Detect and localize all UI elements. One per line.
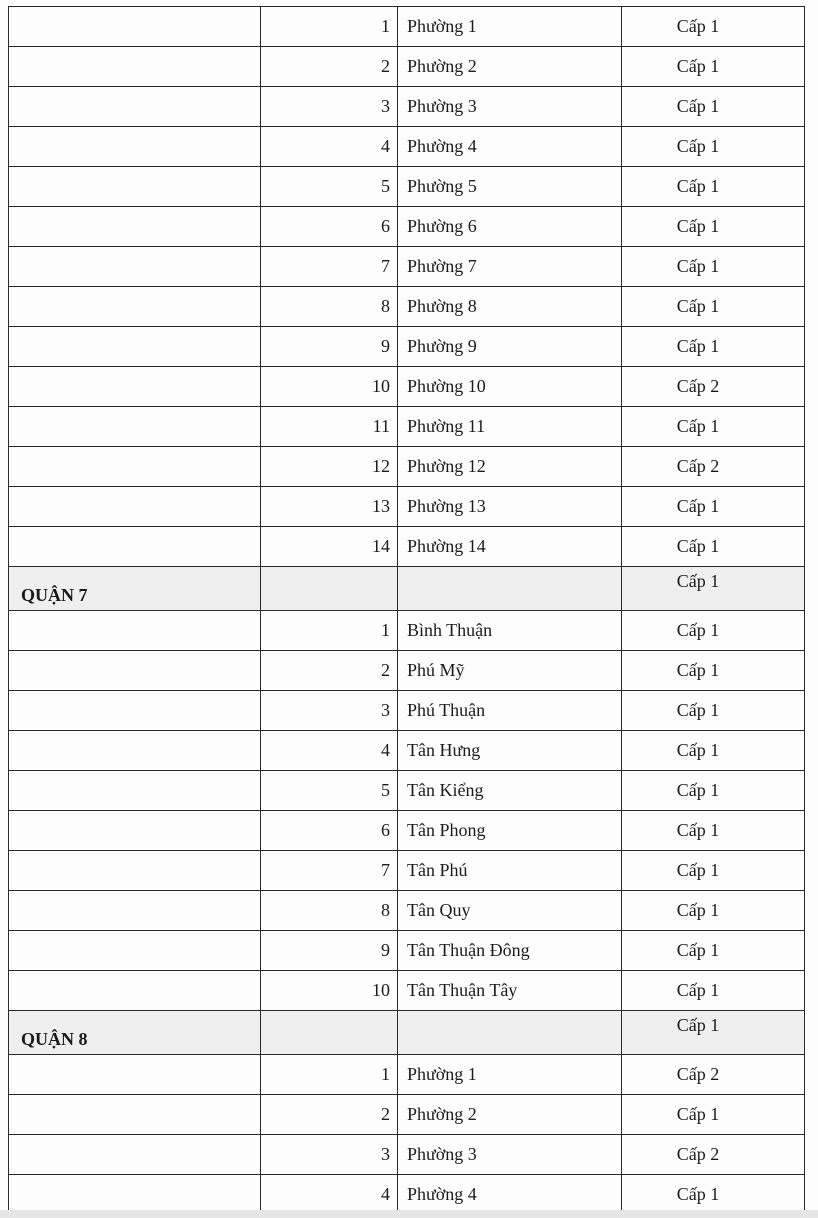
empty-cell (9, 1175, 261, 1215)
empty-cell (9, 971, 261, 1011)
ward-name: Phường 2 (398, 47, 622, 87)
ward-name: Tân Phú (398, 851, 622, 891)
ward-number: 4 (261, 1175, 398, 1215)
ward-level: Cấp 1 (622, 1095, 805, 1135)
ward-number: 9 (261, 327, 398, 367)
ward-number: 4 (261, 731, 398, 771)
ward-name: Phường 4 (398, 1175, 622, 1215)
empty-cell (9, 811, 261, 851)
district-name: QUẬN 7 (9, 567, 261, 611)
table-row (9, 1055, 805, 1095)
ward-number: 3 (261, 691, 398, 731)
ward-name: Phường 3 (398, 1135, 622, 1175)
ward-level: Cấp 1 (622, 851, 805, 891)
ward-level: Cấp 2 (622, 447, 805, 487)
empty-cell (9, 1055, 261, 1095)
ward-level: Cấp 2 (622, 367, 805, 407)
ward-name: Phường 5 (398, 167, 622, 207)
district-header-row (9, 567, 805, 611)
empty-cell (9, 207, 261, 247)
ward-name: Phú Mỹ (398, 651, 622, 691)
ward-name: Phường 11 (398, 407, 622, 447)
ward-number: 11 (261, 407, 398, 447)
ward-level: Cấp 1 (622, 811, 805, 851)
ward-name: Phường 1 (398, 1055, 622, 1095)
ward-level: Cấp 1 (622, 287, 805, 327)
ward-name: Phường 12 (398, 447, 622, 487)
empty-cell (9, 487, 261, 527)
table-row (9, 407, 805, 447)
table-row (9, 127, 805, 167)
district-level: Cấp 1 (622, 567, 805, 611)
table-row (9, 367, 805, 407)
empty-cell (9, 47, 261, 87)
ward-number: 1 (261, 1055, 398, 1095)
ward-level: Cấp 1 (622, 651, 805, 691)
table-row (9, 651, 805, 691)
ward-classification-table (8, 6, 805, 1215)
empty-cell (9, 7, 261, 47)
ward-level: Cấp 1 (622, 611, 805, 651)
empty-cell (9, 891, 261, 931)
table-row (9, 1135, 805, 1175)
empty-cell (261, 1011, 398, 1055)
table-row (9, 247, 805, 287)
ward-level: Cấp 1 (622, 1175, 805, 1215)
ward-level: Cấp 1 (622, 931, 805, 971)
ward-level: Cấp 1 (622, 327, 805, 367)
table-row (9, 731, 805, 771)
table-row (9, 771, 805, 811)
table-row (9, 1095, 805, 1135)
ward-level: Cấp 1 (622, 47, 805, 87)
ward-name: Tân Kiểng (398, 771, 622, 811)
ward-level: Cấp 1 (622, 7, 805, 47)
empty-cell (9, 87, 261, 127)
ward-name: Phường 6 (398, 207, 622, 247)
table-row (9, 487, 805, 527)
ward-name: Phường 4 (398, 127, 622, 167)
ward-level: Cấp 1 (622, 891, 805, 931)
ward-number: 2 (261, 47, 398, 87)
empty-cell (261, 567, 398, 611)
ward-number: 8 (261, 891, 398, 931)
ward-level: Cấp 1 (622, 771, 805, 811)
ward-number: 1 (261, 7, 398, 47)
ward-name: Phường 14 (398, 527, 622, 567)
ward-number: 2 (261, 651, 398, 691)
ward-number: 8 (261, 287, 398, 327)
empty-cell (9, 527, 261, 567)
ward-level: Cấp 1 (622, 247, 805, 287)
ward-level: Cấp 1 (622, 207, 805, 247)
ward-number: 13 (261, 487, 398, 527)
ward-number: 14 (261, 527, 398, 567)
ward-number: 2 (261, 1095, 398, 1135)
table-row (9, 811, 805, 851)
ward-level: Cấp 1 (622, 167, 805, 207)
ward-number: 7 (261, 247, 398, 287)
ward-name: Tân Phong (398, 811, 622, 851)
ward-name: Tân Hưng (398, 731, 622, 771)
empty-cell (9, 127, 261, 167)
table-row (9, 87, 805, 127)
table-row (9, 851, 805, 891)
empty-cell (9, 407, 261, 447)
district-header-row (9, 1011, 805, 1055)
empty-cell (9, 731, 261, 771)
ward-name: Phường 3 (398, 87, 622, 127)
empty-cell (9, 1135, 261, 1175)
empty-cell (9, 367, 261, 407)
ward-name: Phường 8 (398, 287, 622, 327)
ward-name: Phường 2 (398, 1095, 622, 1135)
district-level: Cấp 1 (622, 1011, 805, 1055)
empty-cell (398, 1011, 622, 1055)
ward-number: 3 (261, 1135, 398, 1175)
ward-name: Phường 13 (398, 487, 622, 527)
page-bottom-edge (0, 1210, 818, 1218)
ward-number: 3 (261, 87, 398, 127)
ward-name: Tân Thuận Đông (398, 931, 622, 971)
empty-cell (9, 931, 261, 971)
table-row (9, 931, 805, 971)
ward-level: Cấp 2 (622, 1135, 805, 1175)
empty-cell (9, 447, 261, 487)
ward-name: Phường 1 (398, 7, 622, 47)
empty-cell (9, 611, 261, 651)
ward-level: Cấp 1 (622, 971, 805, 1011)
ward-level: Cấp 1 (622, 527, 805, 567)
table-row (9, 971, 805, 1011)
district-name: QUẬN 8 (9, 1011, 261, 1055)
empty-cell (9, 327, 261, 367)
ward-number: 4 (261, 127, 398, 167)
ward-name: Phường 9 (398, 327, 622, 367)
ward-level: Cấp 1 (622, 87, 805, 127)
table-row (9, 1175, 805, 1215)
table-row (9, 287, 805, 327)
ward-number: 7 (261, 851, 398, 891)
table-row (9, 167, 805, 207)
empty-cell (9, 1095, 261, 1135)
ward-number: 6 (261, 811, 398, 851)
table-row (9, 527, 805, 567)
ward-level: Cấp 2 (622, 1055, 805, 1095)
empty-cell (9, 167, 261, 207)
empty-cell (9, 771, 261, 811)
table-body (9, 7, 805, 1215)
table-row (9, 207, 805, 247)
ward-level: Cấp 1 (622, 127, 805, 167)
ward-name: Tân Thuận Tây (398, 971, 622, 1011)
empty-cell (398, 567, 622, 611)
table-row (9, 447, 805, 487)
ward-name: Tân Quy (398, 891, 622, 931)
ward-number: 5 (261, 167, 398, 207)
empty-cell (9, 287, 261, 327)
empty-cell (9, 851, 261, 891)
ward-number: 10 (261, 367, 398, 407)
empty-cell (9, 691, 261, 731)
table-row (9, 327, 805, 367)
ward-level: Cấp 1 (622, 487, 805, 527)
ward-name: Phường 7 (398, 247, 622, 287)
ward-number: 9 (261, 931, 398, 971)
ward-name: Phú Thuận (398, 691, 622, 731)
ward-level: Cấp 1 (622, 691, 805, 731)
ward-name: Bình Thuận (398, 611, 622, 651)
ward-level: Cấp 1 (622, 407, 805, 447)
ward-number: 6 (261, 207, 398, 247)
table-row (9, 7, 805, 47)
table-row (9, 891, 805, 931)
ward-level: Cấp 1 (622, 731, 805, 771)
ward-number: 10 (261, 971, 398, 1011)
ward-number: 5 (261, 771, 398, 811)
ward-number: 1 (261, 611, 398, 651)
table-row (9, 611, 805, 651)
table-row (9, 691, 805, 731)
empty-cell (9, 247, 261, 287)
ward-number: 12 (261, 447, 398, 487)
table-row (9, 47, 805, 87)
ward-name: Phường 10 (398, 367, 622, 407)
empty-cell (9, 651, 261, 691)
